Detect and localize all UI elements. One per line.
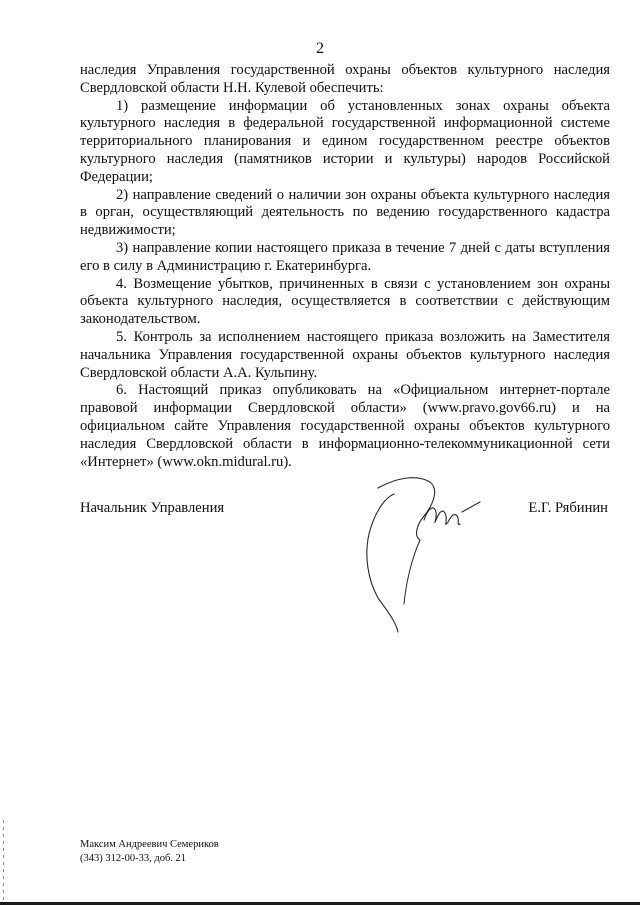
document-body <box>80 62 610 471</box>
executor-name: Максим Андреевич Семериков <box>80 839 219 850</box>
signatory-name: Е.Г. Рябинин <box>528 500 608 516</box>
paragraph-clause-4: 4. Возмещение убытков, причиненных в связи с установлением зон охраны объекта культурного наследия, осуществляется в соответствии с действующим законодательством. <box>80 275 610 328</box>
paragraph-item-2: 2) направление сведений о наличии зон охраны объекта культурного наследия в орган, осуществляющий деятельность по ведению государственного кадастра недвижимости; <box>80 186 610 239</box>
scan-edge-mark <box>3 820 4 905</box>
executor-block <box>80 838 219 865</box>
handwritten-signature <box>336 462 484 638</box>
page-number: 2 <box>316 40 324 57</box>
paragraph-item-1: 1) размещение информации об установленных зонах охраны объекта культурного наследия в федеральной государственной информационной системе территориального планирования и едином государственном реестре объектов культурного наследия (памятников истории и культуры) народов Российской Федерации; <box>80 97 610 185</box>
paragraph-item-3: 3) направление копии настоящего приказа в течение 7 дней с даты вступления его в силу в Администрацию г. Екатеринбурга. <box>80 239 610 274</box>
paragraph-continuation: наследия Управления государственной охраны объектов культурного наследия Свердловской области Н.Н. Кулевой обеспечить: <box>80 62 610 96</box>
signatory-title: Начальник Управления <box>80 500 225 516</box>
paragraph-clause-5: 5. Контроль за исполнением настоящего приказа возложить на Заместителя начальника Управления государственной охраны объектов культурного наследия Свердловской области А.А. Кульпину. <box>80 328 610 381</box>
executor-phone: (343) 312-00-33, доб. 21 <box>80 852 187 864</box>
paragraph-clause-6: 6. Настоящий приказ опубликовать на «Официальном интернет-портале правовой информации Свердловской области» (www.pravo.gov66.ru) и на официальном сайте Управления государственной охраны объектов культурного наследия Свердловской области в информационно-телекоммуникационной сети «Интернет» (www.okn.midural.ru). <box>80 382 610 470</box>
